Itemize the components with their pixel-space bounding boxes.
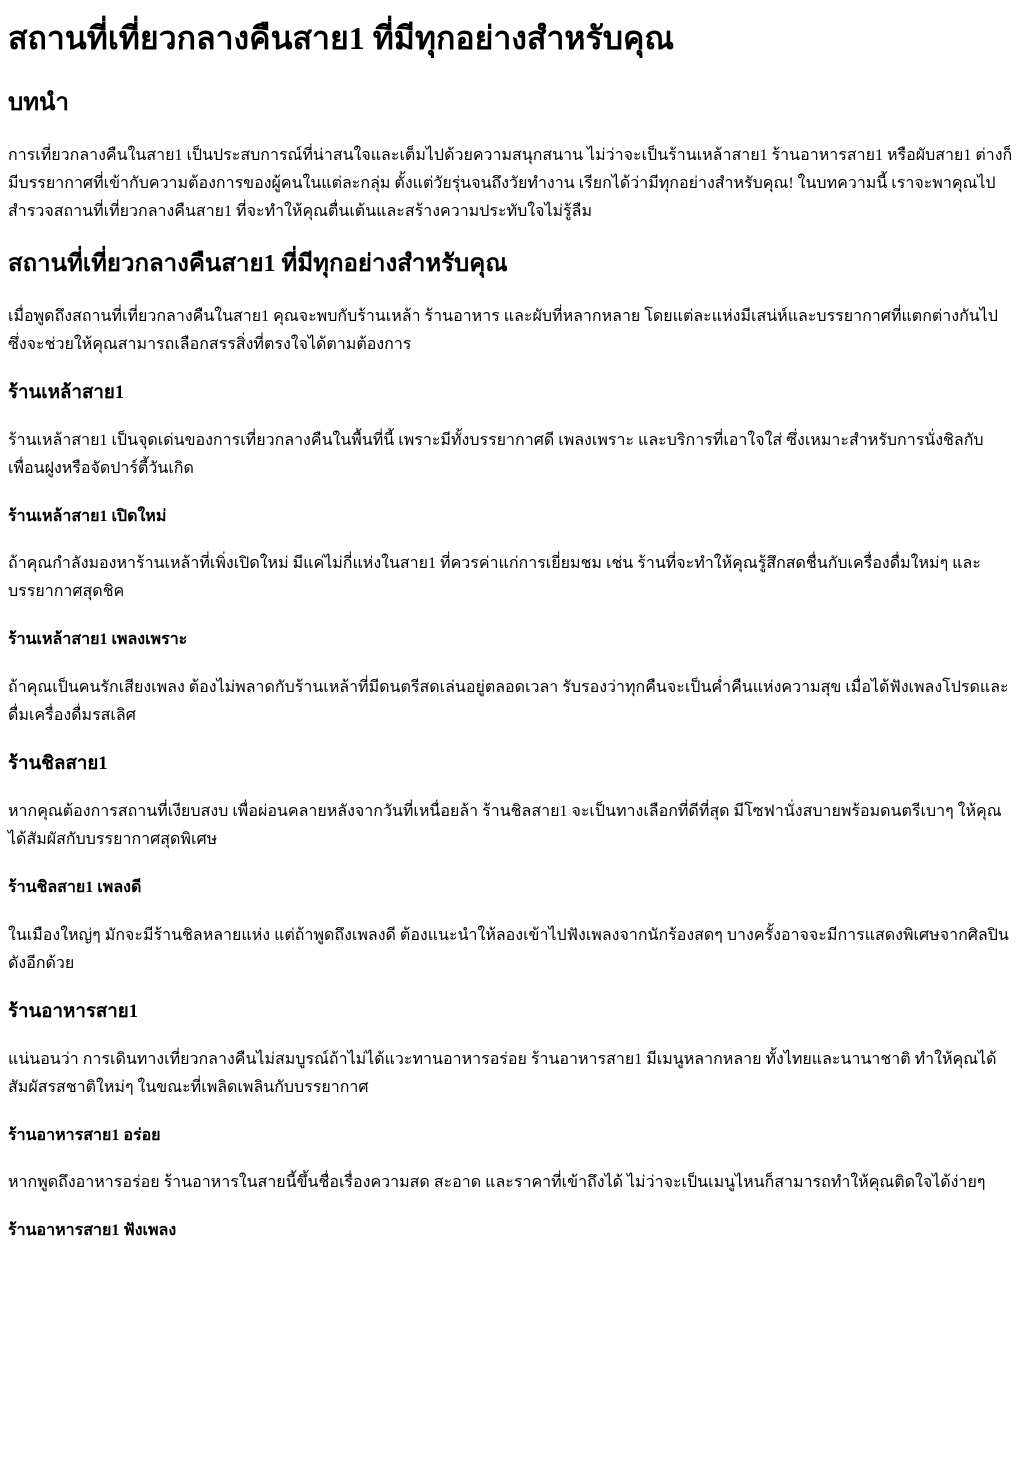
- page-title: สถานที่เที่ยวกลางคืนสาย1 ที่มีทุกอย่างสำหรับคุณ: [8, 20, 675, 56]
- section-heading-liquor-bar: ร้านเหล้าสาย1: [8, 381, 125, 403]
- subsection-heading-restaurant-listen-music: ร้านอาหารสาย1 ฟังเพลง: [8, 1222, 177, 1240]
- paragraph-liquor-bar: ร้านเหล้าสาย1 เป็นจุดเด่นของการเที่ยวกลางคืนในพื้นที่นี้ เพราะมีทั้งบรรยากาศดี เพลงเพราะ และบริการที่เอาใจใส่ ซึ่งเหมาะสำหรับการนั่งชิลกับเพื่อนฝูงหรือจัดปาร์ตี้วันเกิด: [8, 431, 984, 477]
- subsection-heading-chill-bar-music: ร้านชิลสาย1 เพลงดี: [8, 879, 142, 896]
- paragraph-intro: การเที่ยวกลางคืนในสาย1 เป็นประสบการณ์ที่น่าสนใจและเต็มไปด้วยความสนุกสนาน ไม่ว่าจะเป็นร้านเหล้าสาย1 ร้านอาหารสาย1 หรือผับสาย1 ต่างก็มีบรรยากาศที่เข้ากับความต้องการของผู้คนในแต่ละกลุ่ม ตั้งแต่วัยรุ่นจนถึงวัยทำงาน เรียกได้ว่ามีทุกอย่างสำหรับคุณ! ในบทความนี้ เราจะพาคุณไปสำรวจสถานที่เที่ยวกลางคืนสาย1 ที่จะทำให้คุณตื่นเต้นและสร้างความประทับใจไม่รู้ลืม: [8, 146, 1013, 220]
- section-heading-main: สถานที่เที่ยวกลางคืนสาย1 ที่มีทุกอย่างสำหรับคุณ: [8, 250, 508, 277]
- article-body: [8, 14, 1016, 1244]
- paragraph-restaurant: แน่นอนว่า การเดินทางเที่ยวกลางคืนไม่สมบูรณ์ถ้าไม่ได้แวะทานอาหารอร่อย ร้านอาหารสาย1 มีเมนูหลากหลาย ทั้งไทยและนานาชาติ ทำให้คุณได้สัมผัสรสชาติใหม่ๆ ในขณะที่เพลิดเพลินกับบรรยากาศ: [8, 1050, 997, 1096]
- subsection-heading-restaurant-delicious: ร้านอาหารสาย1 อร่อย: [8, 1126, 161, 1144]
- subsection-heading-liquor-bar-new: ร้านเหล้าสาย1 เปิดใหม่: [8, 507, 167, 525]
- paragraph-main-overview: เมื่อพูดถึงสถานที่เที่ยวกลางคืนในสาย1 คุณจะพบกับร้านเหล้า ร้านอาหาร และผับที่หลากหลาย โดยแต่ละแห่งมีเสน่ห์และบรรยากาศที่แตกต่างกันไป ซึ่งจะช่วยให้คุณสามารถเลือกสรรสิ่งที่ตรงใจได้ตามต้องการ: [8, 307, 998, 353]
- section-heading-restaurant: ร้านอาหารสาย1: [8, 1000, 139, 1022]
- section-heading-intro: บทนำ: [8, 89, 69, 116]
- paragraph-liquor-bar-music: ถ้าคุณเป็นคนรักเสียงเพลง ต้องไม่พลาดกับร้านเหล้าที่มีดนตรีสดเล่นอยู่ตลอดเวลา รับรองว่าทุกคืนจะเป็นค่ำคืนแห่งความสุข เมื่อได้ฟังเพลงโปรดและดื่มเครื่องดื่มรสเลิศ: [8, 679, 1009, 725]
- paragraph-liquor-bar-new: ถ้าคุณกำลังมองหาร้านเหล้าที่เพิ่งเปิดใหม่ มีแค่ไม่กี่แห่งในสาย1 ที่ควรค่าแก่การเยี่ยมชม เช่น ร้านที่จะทำให้คุณรู้สึกสดชื่นกับเครื่องดื่มใหม่ๆ และบรรยากาศสุดชิค: [8, 555, 981, 601]
- paragraph-chill-bar-music: ในเมืองใหญ่ๆ มักจะมีร้านชิลหลายแห่ง แต่ถ้าพูดถึงเพลงดี ต้องแนะนำให้ลองเข้าไปฟังเพลงจากนักร้องสดๆ บางครั้งอาจจะมีการแสดงพิเศษจากศิลปินดังอีกด้วย: [8, 926, 1009, 972]
- subsection-heading-liquor-bar-music: ร้านเหล้าสาย1 เพลงเพราะ: [8, 631, 188, 649]
- section-heading-chill-bar: ร้านชิลสาย1: [8, 753, 108, 775]
- paragraph-chill-bar: หากคุณต้องการสถานที่เงียบสงบ เพื่อผ่อนคลายหลังจากวันที่เหนื่อยล้า ร้านชิลสาย1 จะเป็นทางเลือกที่ดีที่สุด มีโซฟานั่งสบายพร้อมดนตรีเบาๆ ให้คุณได้สัมผัสกับบรรยากาศสุดพิเศษ: [8, 803, 1002, 848]
- paragraph-restaurant-delicious: หากพูดถึงอาหารอร่อย ร้านอาหารในสายนี้ขึ้นชื่อเรื่องความสด สะอาด และราคาที่เข้าถึงได้ ไม่ว่าจะเป็นเมนูไหนก็สามารถทำให้คุณติดใจได้ง่ายๆ: [8, 1174, 986, 1192]
